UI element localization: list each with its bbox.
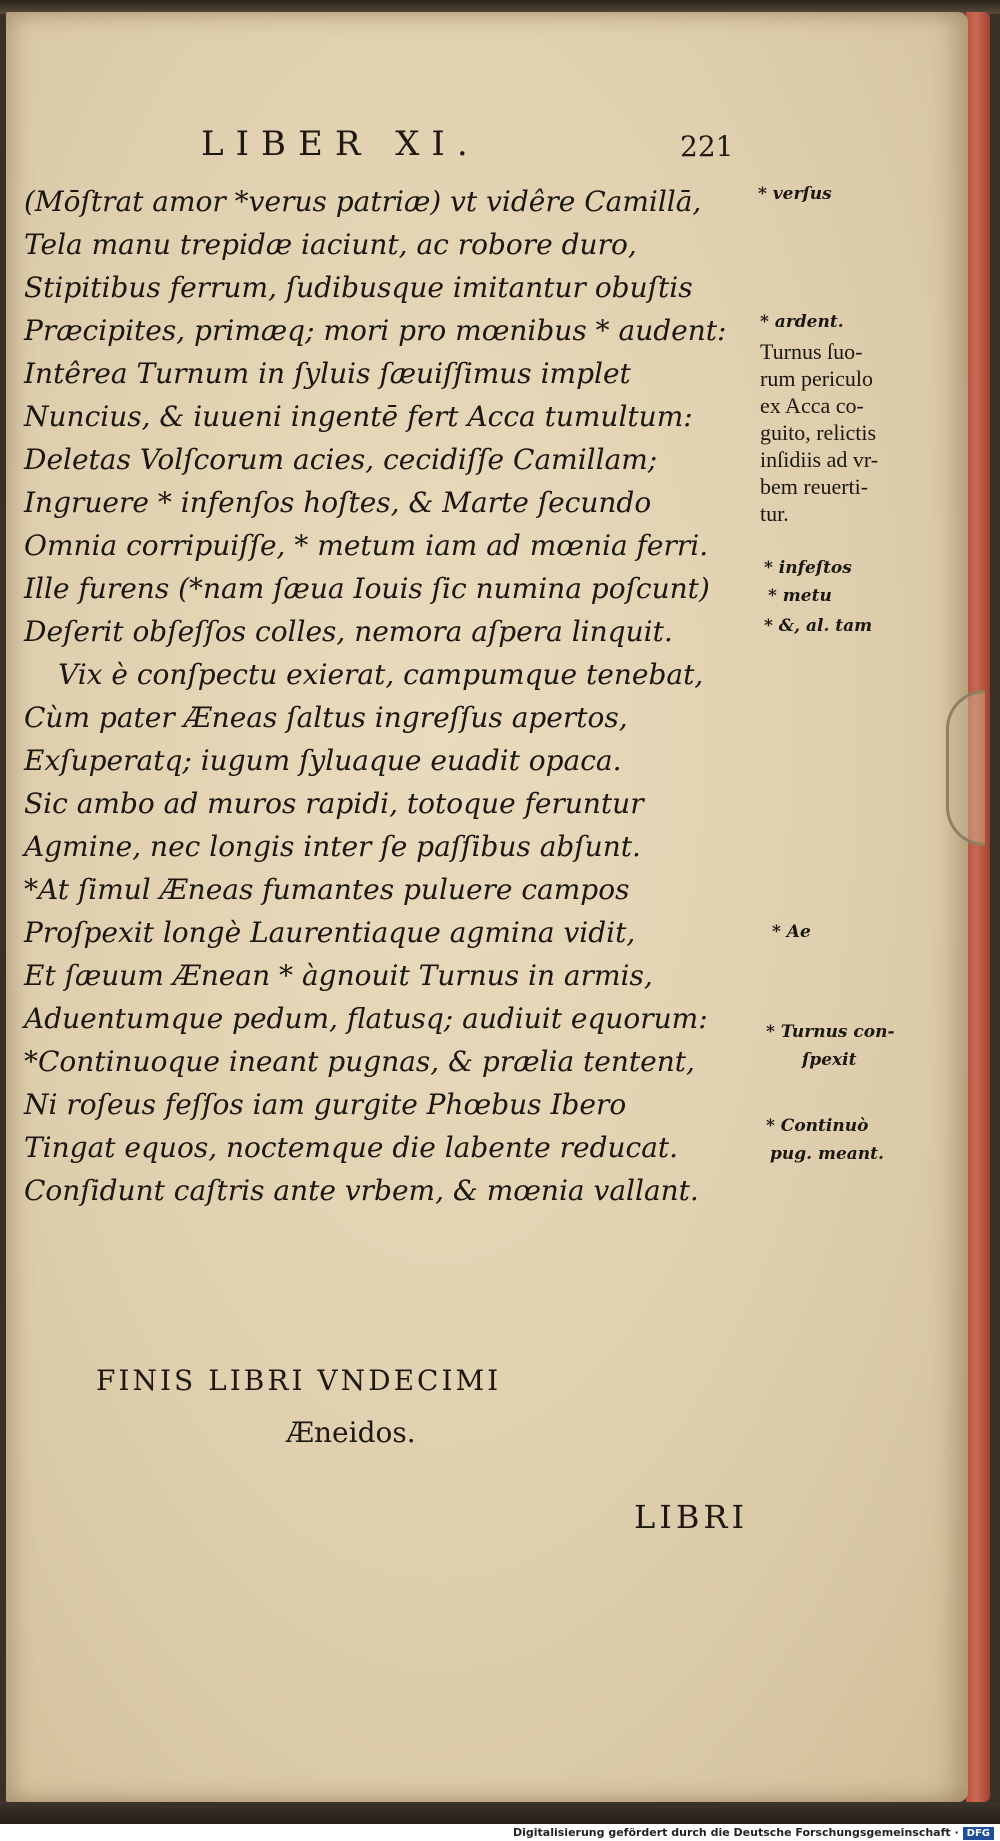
- verse-line: (Mōſtrat amor *verus patriæ) vt vidêre Camillā,: [24, 185, 702, 218]
- dfg-logo: DFG: [963, 1827, 994, 1840]
- verse-line: Proſpexit longè Laurentiaque agmina vidit,: [24, 916, 636, 949]
- finis-subheading: Æneidos.: [286, 1416, 416, 1449]
- margin-note-ae: * Ae: [772, 922, 811, 942]
- verse-line: Nuncius, & iuueni ingentē fert Acca tumultum:: [24, 400, 693, 433]
- verse-line: Sic ambo ad muros rapidi, totoque feruntur: [24, 787, 644, 820]
- verse-line: Ni roſeus feſſos iam gurgite Phœbus Ibero: [24, 1088, 627, 1121]
- verse-line: Omnia corripuiſſe, * metum iam ad mœnia ferri.: [24, 529, 709, 562]
- verse-line: Et ſæuum Ænean * àgnouit Turnus in armis,: [24, 959, 653, 992]
- book-fore-edge: [966, 12, 990, 1802]
- verse-line: Conſidunt caſtris ante vrbem, & mœnia vallant.: [24, 1174, 699, 1207]
- verse-block: [24, 180, 764, 1212]
- credit-text: Digitalisierung gefördert durch die Deutsche Forschungsgemeinschaft ·: [512, 1826, 959, 1839]
- margin-note-turnus: ex Acca co-: [760, 393, 864, 418]
- verse-line: Deletas Volſcorum acies, cecidiſſe Camillam;: [24, 443, 658, 476]
- margin-note-turnus: inſidiis ad vr-: [760, 447, 879, 472]
- page-clip: [946, 690, 985, 846]
- folio-number: 221: [680, 130, 734, 163]
- verse-line: Ingruere * infenſos hoſtes, & Marte ſecundo: [24, 486, 652, 519]
- catchword: LIBRI: [634, 1498, 749, 1536]
- verse-line: Agmine, nec longis inter ſe paſſibus abſunt.: [24, 830, 641, 863]
- margin-note-metu: * metu: [768, 586, 832, 606]
- margin-note-turnus: tur.: [760, 501, 789, 526]
- verse-line: Tela manu trepidæ iaciunt, ac robore duro,: [24, 228, 637, 261]
- margin-note-ardent: * ardent.: [760, 312, 844, 332]
- book-page: [6, 12, 968, 1802]
- margin-note-et-al: * &, al. tam: [764, 616, 873, 636]
- verse-line: Deſerit obſeſſos colles, nemora aſpera linquit.: [24, 615, 673, 648]
- verse-line: Ille furens (*nam ſæua Iouis ſic numina poſcunt): [24, 572, 710, 605]
- verse-line: Cùm pater Æneas ſaltus ingreſſus apertos,: [24, 701, 628, 734]
- verse-line: Aduentumque pedum, flatusq; audiuit equorum:: [24, 1002, 708, 1035]
- finis-heading: FINIS LIBRI VNDECIMI: [96, 1364, 502, 1397]
- verse-line: Tingat equos, noctemque die labente reducat.: [24, 1131, 679, 1164]
- verse-line: Stipitibus ferrum, ſudibusque imitantur obuſtis: [24, 271, 693, 304]
- verse-line: Vix è conſpectu exierat, campumque tenebat,: [58, 658, 704, 691]
- margin-note-versus: * verſus: [758, 184, 832, 204]
- margin-note-infestos: * infeſtos: [764, 558, 852, 578]
- margin-note-turnus: bem reuerti-: [760, 474, 869, 499]
- margin-note-turnus: Turnus ſuo-: [760, 339, 863, 364]
- margin-note-conspexit: * Turnus con-: [766, 1022, 895, 1042]
- verse-line: *Continuoque ineant pugnas, & prælia tentent,: [24, 1045, 695, 1078]
- verse-line: Exſuperatq; iugum ſyluaque euadit opaca.: [24, 744, 622, 777]
- margin-note-turnus: rum periculo: [760, 366, 874, 391]
- credit-bar: [0, 1824, 1000, 1841]
- book-bottom-edge: [0, 1802, 1000, 1824]
- verse-line: *At ſimul Æneas fumantes puluere campos: [24, 873, 630, 906]
- running-head: LIBER XI.: [201, 124, 480, 164]
- verse-line: Intêrea Turnum in ſyluis ſæuiſſimus implet: [24, 357, 631, 390]
- margin-note-conspexit: ſpexit: [802, 1050, 857, 1070]
- margin-note-turnus: guito, relictis: [760, 420, 877, 445]
- verse-line: Præcipites, primæq; mori pro mœnibus * audent:: [24, 314, 727, 347]
- margin-note-continuo: * Continuò: [766, 1116, 869, 1136]
- margin-note-continuo: pug. meant.: [770, 1144, 884, 1164]
